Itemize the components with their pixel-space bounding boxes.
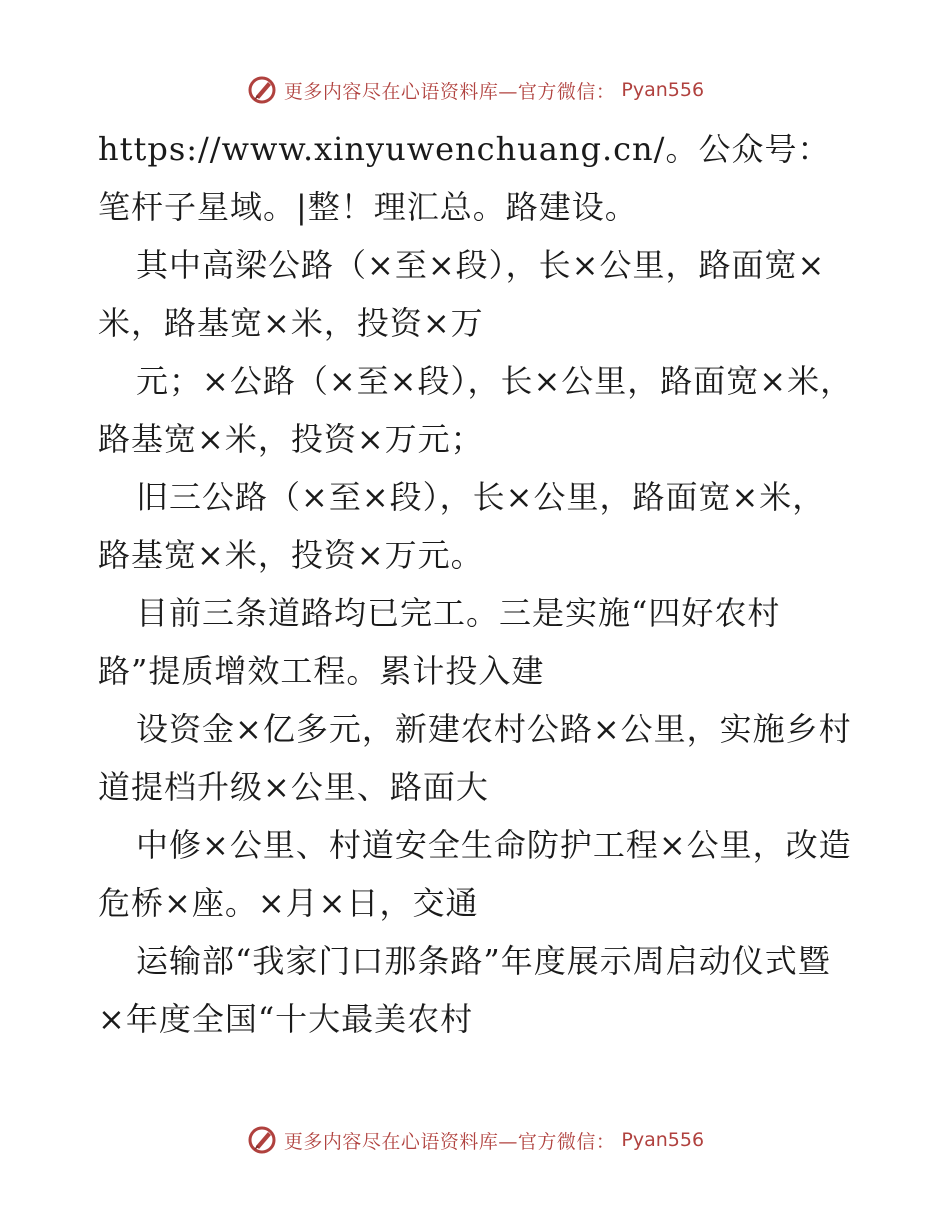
watermark-wechat-id: Pyan556 bbox=[621, 79, 705, 101]
watermark-header bbox=[0, 70, 950, 110]
watermark-wechat-id: Pyan556 bbox=[621, 1129, 705, 1151]
paragraph-7: 中修×公里、村道安全生命防护工程×公里，改造危桥×座。×月×日，交通 bbox=[98, 826, 852, 922]
paragraph-3: 元；×公路（×至×段），长×公里，路面宽×米，路基宽×米，投资×万元； bbox=[98, 362, 854, 458]
paragraph-2: 其中高梁公路（×至×段），长×公里，路面宽×米，路基宽×米，投资×万 bbox=[98, 246, 826, 342]
paragraph-1: https://www.xinyuwenchuang.cn/。公众号：笔杆子星域。|整！理汇总。路建设。 bbox=[98, 130, 831, 226]
watermark-text: 更多内容尽在心语资料库—官方微信： bbox=[283, 80, 616, 103]
paragraph-6: 设资金×亿多元，新建农村公路×公里，实施乡村道提档升级×公里、路面大 bbox=[98, 710, 852, 806]
paragraph-5: 目前三条道路均已完工。三是实施“四好农村路”提质增效工程。累计投入建 bbox=[98, 594, 781, 690]
document-body bbox=[98, 120, 858, 1048]
watermark-text: 更多内容尽在心语资料库—官方微信： bbox=[283, 1130, 616, 1153]
watermark-footer bbox=[0, 1120, 950, 1160]
logo-icon bbox=[246, 1124, 278, 1156]
paragraph-8: 运输部“我家门口那条路”年度展示周启动仪式暨×年度全国“十大最美农村 bbox=[98, 942, 831, 1038]
logo-icon bbox=[246, 74, 278, 106]
paragraph-4: 旧三公路（×至×段），长×公里，路面宽×米，路基宽×米，投资×万元。 bbox=[98, 478, 826, 574]
